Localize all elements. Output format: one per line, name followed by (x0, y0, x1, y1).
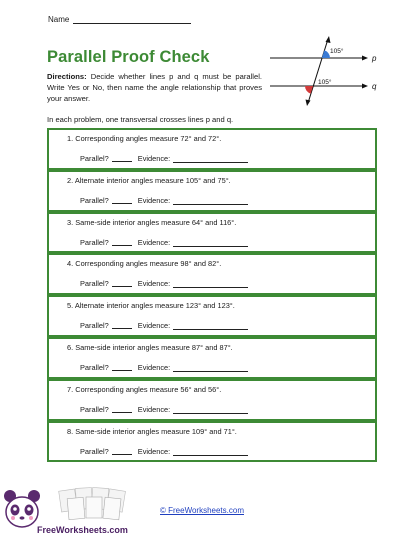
problem-number: 7. (67, 384, 74, 394)
problem-statement (67, 385, 221, 394)
problem-statement (67, 301, 235, 310)
evidence-label: Evidence: (137, 195, 171, 205)
problem-1 (47, 128, 377, 170)
answer-row (80, 363, 248, 372)
parallel-label: Parallel? (80, 404, 109, 414)
problem-3 (47, 212, 377, 254)
footer-link[interactable]: © FreeWorksheets.com (160, 506, 244, 515)
problem-text: Same-side interior angles measure 64° and 116°. (75, 217, 237, 227)
problem-text: Corresponding angles measure 98° and 82°. (75, 259, 222, 269)
evidence-blank[interactable] (173, 280, 248, 288)
evidence-blank[interactable] (173, 239, 248, 247)
name-field[interactable] (73, 15, 191, 24)
parallel-label: Parallel? (80, 446, 109, 456)
intro-text: In each problem, one transversal crosses lines p and q. (47, 115, 234, 124)
problem-2 (47, 170, 377, 212)
parallel-blank[interactable] (112, 405, 132, 413)
problem-number: 6. (67, 342, 74, 352)
evidence-label: Evidence: (137, 404, 171, 414)
arrow-transversal-bottom (306, 100, 311, 107)
evidence-blank[interactable] (173, 322, 248, 330)
evidence-blank[interactable] (173, 197, 248, 205)
angle-bottom-marker (305, 86, 313, 94)
evidence-label: Evidence: (137, 154, 171, 163)
evidence-label: Evidence: (137, 237, 171, 247)
line-p-label: p (372, 54, 377, 63)
worksheet-thumbnails-icon (59, 487, 126, 519)
parallel-blank[interactable] (112, 447, 132, 455)
parallel-label: Parallel? (80, 154, 109, 163)
angle-top-label: 105° (330, 48, 344, 55)
arrow-p (362, 56, 368, 61)
directions-text: Decide whether lines p and q must be parallel. Write Yes or No, then name the angle relationship that proves your answer. (47, 72, 262, 103)
problem-4 (47, 253, 377, 295)
problem-statement (67, 427, 237, 436)
problem-text: Same-side interior angles measure 87° and 87°. (75, 342, 233, 352)
arrow-transversal-top (326, 36, 331, 43)
evidence-blank[interactable] (173, 406, 248, 414)
problem-6 (47, 337, 377, 379)
evidence-blank[interactable] (173, 155, 248, 163)
panda-mascot-icon (4, 490, 40, 527)
parallel-blank[interactable] (112, 196, 132, 204)
line-q-label: q (372, 82, 377, 91)
problem-statement (67, 343, 233, 352)
problem-8 (47, 421, 377, 463)
evidence-label: Evidence: (137, 446, 171, 456)
evidence-blank[interactable] (173, 364, 248, 372)
parallel-blank[interactable] (112, 279, 132, 287)
problem-text: Corresponding angles measure 72° and 72°. (75, 134, 222, 143)
problem-statement (67, 218, 236, 227)
parallel-label: Parallel? (80, 237, 109, 247)
problem-list (47, 128, 377, 462)
problem-number: 1. (67, 134, 74, 143)
answer-row (80, 405, 248, 414)
parallel-blank[interactable] (112, 238, 132, 246)
answer-row (80, 279, 248, 288)
parallel-label: Parallel? (80, 195, 109, 205)
parallel-label: Parallel? (80, 279, 109, 289)
angle-bottom-label: 105° (318, 79, 332, 86)
problem-number: 8. (67, 426, 74, 436)
name-row (48, 15, 191, 24)
problem-number: 3. (67, 217, 74, 227)
parallel-label: Parallel? (80, 362, 109, 372)
evidence-label: Evidence: (137, 321, 171, 331)
parallel-blank[interactable] (112, 363, 132, 371)
problem-statement (67, 176, 231, 185)
answer-row (80, 154, 248, 163)
parallel-lines-diagram (268, 36, 380, 106)
name-label: Name (48, 15, 70, 24)
directions-label: Directions: (47, 72, 87, 81)
problem-text: Same-side interior angles measure 109° and 71°. (75, 426, 237, 436)
problem-text: Alternate interior angles measure 105° and 75°. (74, 175, 231, 185)
problem-statement (67, 259, 221, 268)
evidence-label: Evidence: (137, 362, 171, 372)
problem-text: Alternate interior angles measure 123° and 123°. (74, 301, 235, 311)
parallel-blank[interactable] (112, 154, 132, 162)
problem-5 (47, 295, 377, 337)
parallel-blank[interactable] (112, 321, 132, 329)
problem-number: 2. (67, 175, 74, 185)
page-title: Parallel Proof Check (47, 48, 210, 66)
parallel-label: Parallel? (80, 321, 109, 331)
problem-statement (67, 134, 221, 143)
answer-row (80, 238, 248, 247)
arrow-q (362, 84, 368, 89)
answer-row (80, 447, 248, 456)
answer-row (80, 321, 248, 330)
directions (47, 71, 262, 104)
problem-7 (47, 379, 377, 421)
brand-wordmark: FreeWorksheets.com (37, 525, 128, 535)
problem-text: Corresponding angles measure 56° and 56°. (75, 384, 222, 394)
transversal (308, 39, 328, 103)
brand-logo (2, 482, 152, 539)
problem-number: 5. (67, 301, 74, 311)
problem-number: 4. (67, 259, 74, 269)
answer-row (80, 196, 248, 205)
evidence-blank[interactable] (173, 448, 248, 456)
evidence-label: Evidence: (137, 279, 171, 289)
